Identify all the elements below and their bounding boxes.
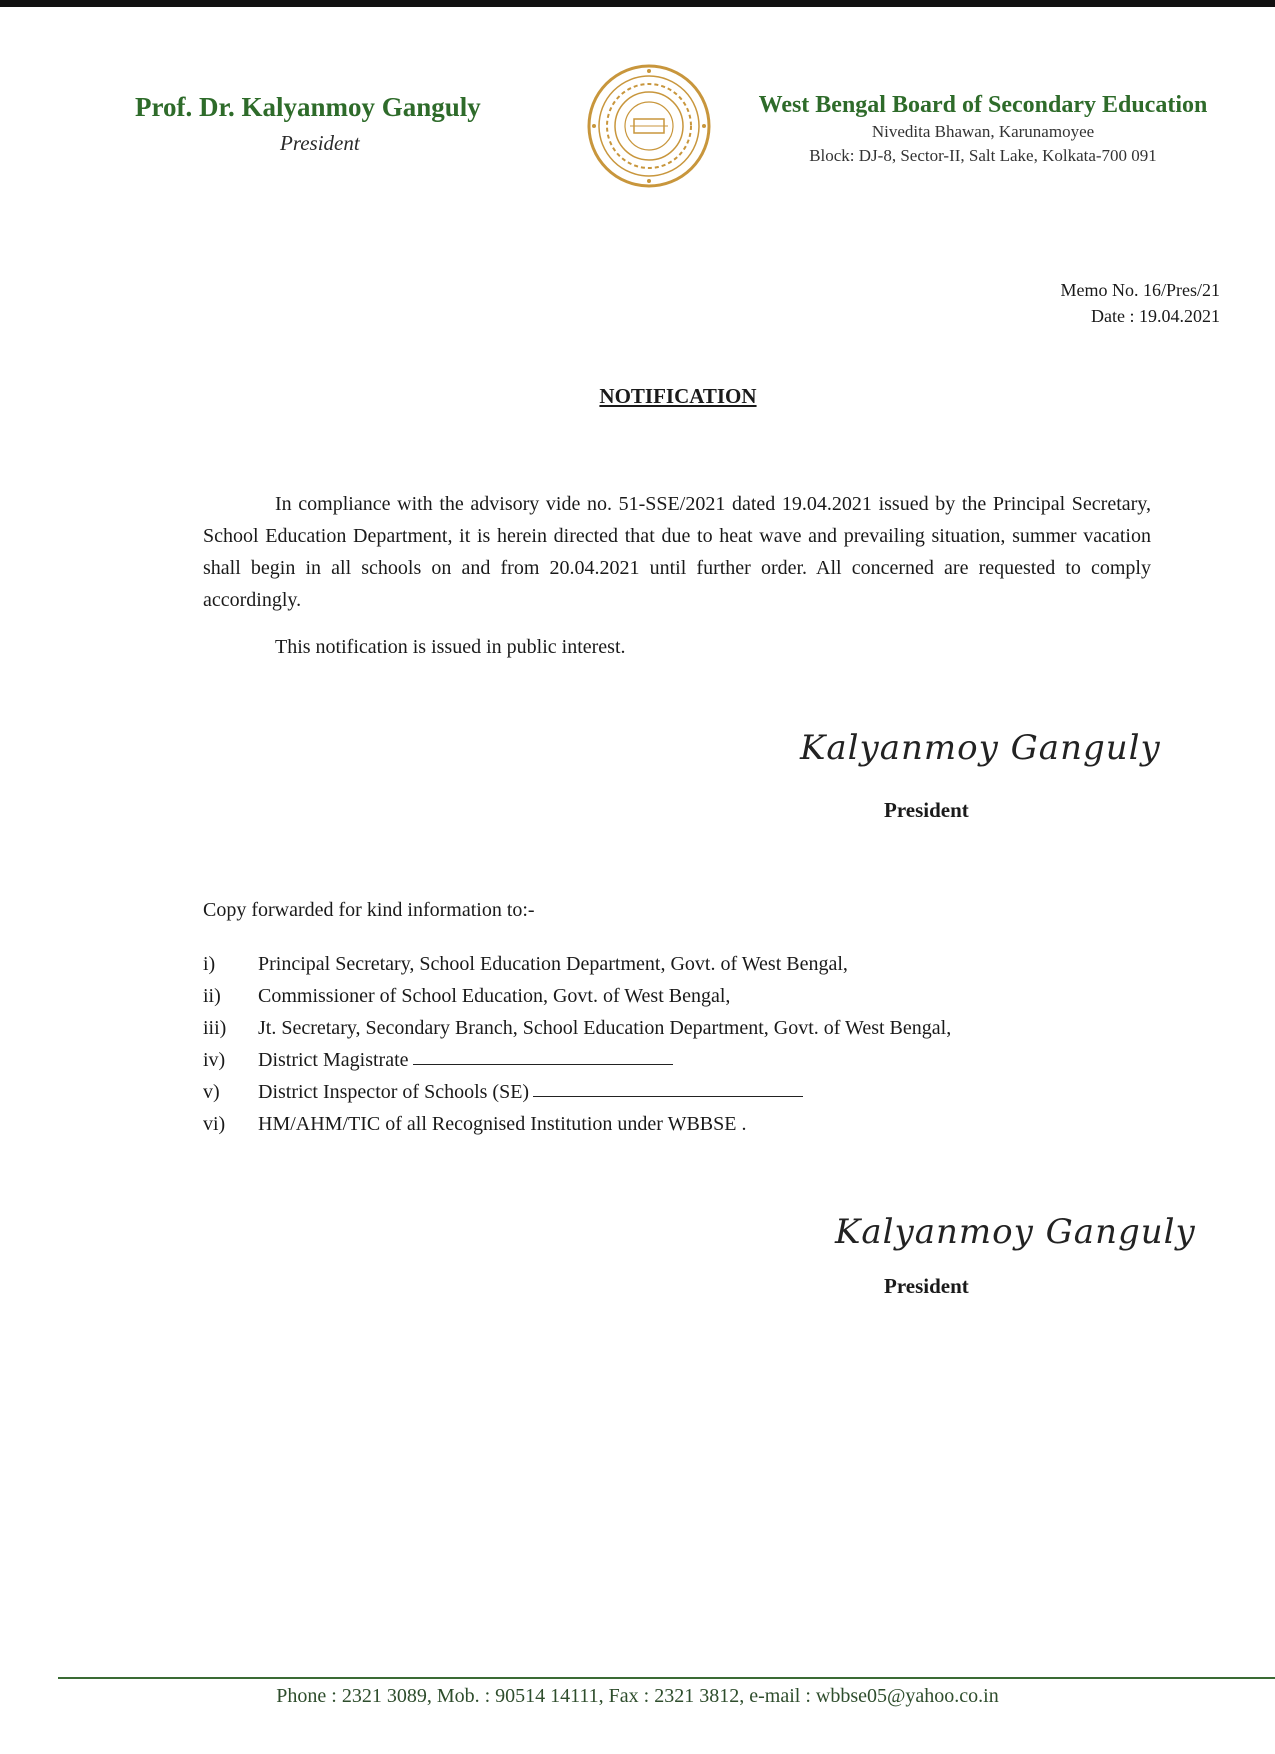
public-interest-line: This notification is issued in public interest. bbox=[275, 636, 626, 658]
signature-designation: President bbox=[884, 798, 969, 822]
signature-image: Kalyanmoy Ganguly bbox=[835, 1212, 1196, 1252]
list-item-number: v) bbox=[203, 1081, 220, 1103]
signature-designation: President bbox=[884, 1274, 969, 1298]
memo-date: Date : 19.04.2021 bbox=[1091, 306, 1220, 326]
forward-heading: Copy forwarded for kind information to:- bbox=[203, 899, 535, 921]
list-item-text: District Magistrate bbox=[258, 1049, 409, 1071]
president-name: Prof. Dr. Kalyanmoy Ganguly bbox=[135, 92, 481, 122]
list-item-number: ii) bbox=[203, 985, 221, 1007]
list-item-number: i) bbox=[203, 953, 216, 975]
list-item bbox=[203, 1012, 1203, 1044]
footer-divider bbox=[58, 1677, 1275, 1679]
notification-body: In compliance with the advisory vide no. 51-SSE/2021 dated 19.04.2021 issued by the Principal Secretary, School Education Department, it is herein directed that due to heat wave and prevailing situation, summer vacation shall begin in all schools on and from 20.04.2021 until further order. All concerned are requested to comply accordingly. bbox=[203, 493, 1151, 611]
forward-list bbox=[203, 948, 1203, 1140]
list-item-text: District Inspector of Schools (SE) bbox=[258, 1081, 530, 1103]
list-item-text: Jt. Secretary, Secondary Branch, School Education Department, Govt. of West Bengal, bbox=[258, 1017, 952, 1039]
org-name: West Bengal Board of Secondary Education bbox=[758, 92, 1208, 118]
list-item bbox=[203, 1044, 1203, 1076]
list-item bbox=[203, 1108, 1203, 1140]
top-border bbox=[0, 0, 1275, 7]
list-item-text: HM/AHM/TIC of all Recognised Institution under WBBSE . bbox=[258, 1113, 747, 1135]
signature-image: Kalyanmoy Ganguly bbox=[800, 728, 1161, 768]
board-seal-icon bbox=[586, 63, 712, 189]
address-line-1: Nivedita Bhawan, Karunamoyee bbox=[871, 122, 1095, 141]
fill-in-blank bbox=[413, 1044, 673, 1065]
list-item-number: vi) bbox=[203, 1113, 226, 1135]
list-item-number: iii) bbox=[203, 1017, 227, 1039]
president-title: President bbox=[280, 131, 360, 155]
fill-in-blank bbox=[533, 1076, 803, 1097]
list-item bbox=[203, 980, 1203, 1012]
footer-contact: Phone : 2321 3089, Mob. : 90514 14111, Fax : 2321 3812, e-mail : wbbse05@yahoo.co.in bbox=[276, 1685, 999, 1707]
list-item bbox=[203, 1076, 1203, 1108]
list-item bbox=[203, 948, 1203, 980]
list-item-text: Commissioner of School Education, Govt. of West Bengal, bbox=[258, 985, 731, 1007]
list-item-number: iv) bbox=[203, 1049, 226, 1071]
notification-title: NOTIFICATION bbox=[599, 384, 757, 408]
list-item-text: Principal Secretary, School Education Department, Govt. of West Bengal, bbox=[258, 953, 848, 975]
memo-number: Memo No. 16/Pres/21 bbox=[1060, 280, 1220, 300]
address-line-2: Block: DJ-8, Sector-II, Salt Lake, Kolkata-700 091 bbox=[809, 146, 1157, 165]
